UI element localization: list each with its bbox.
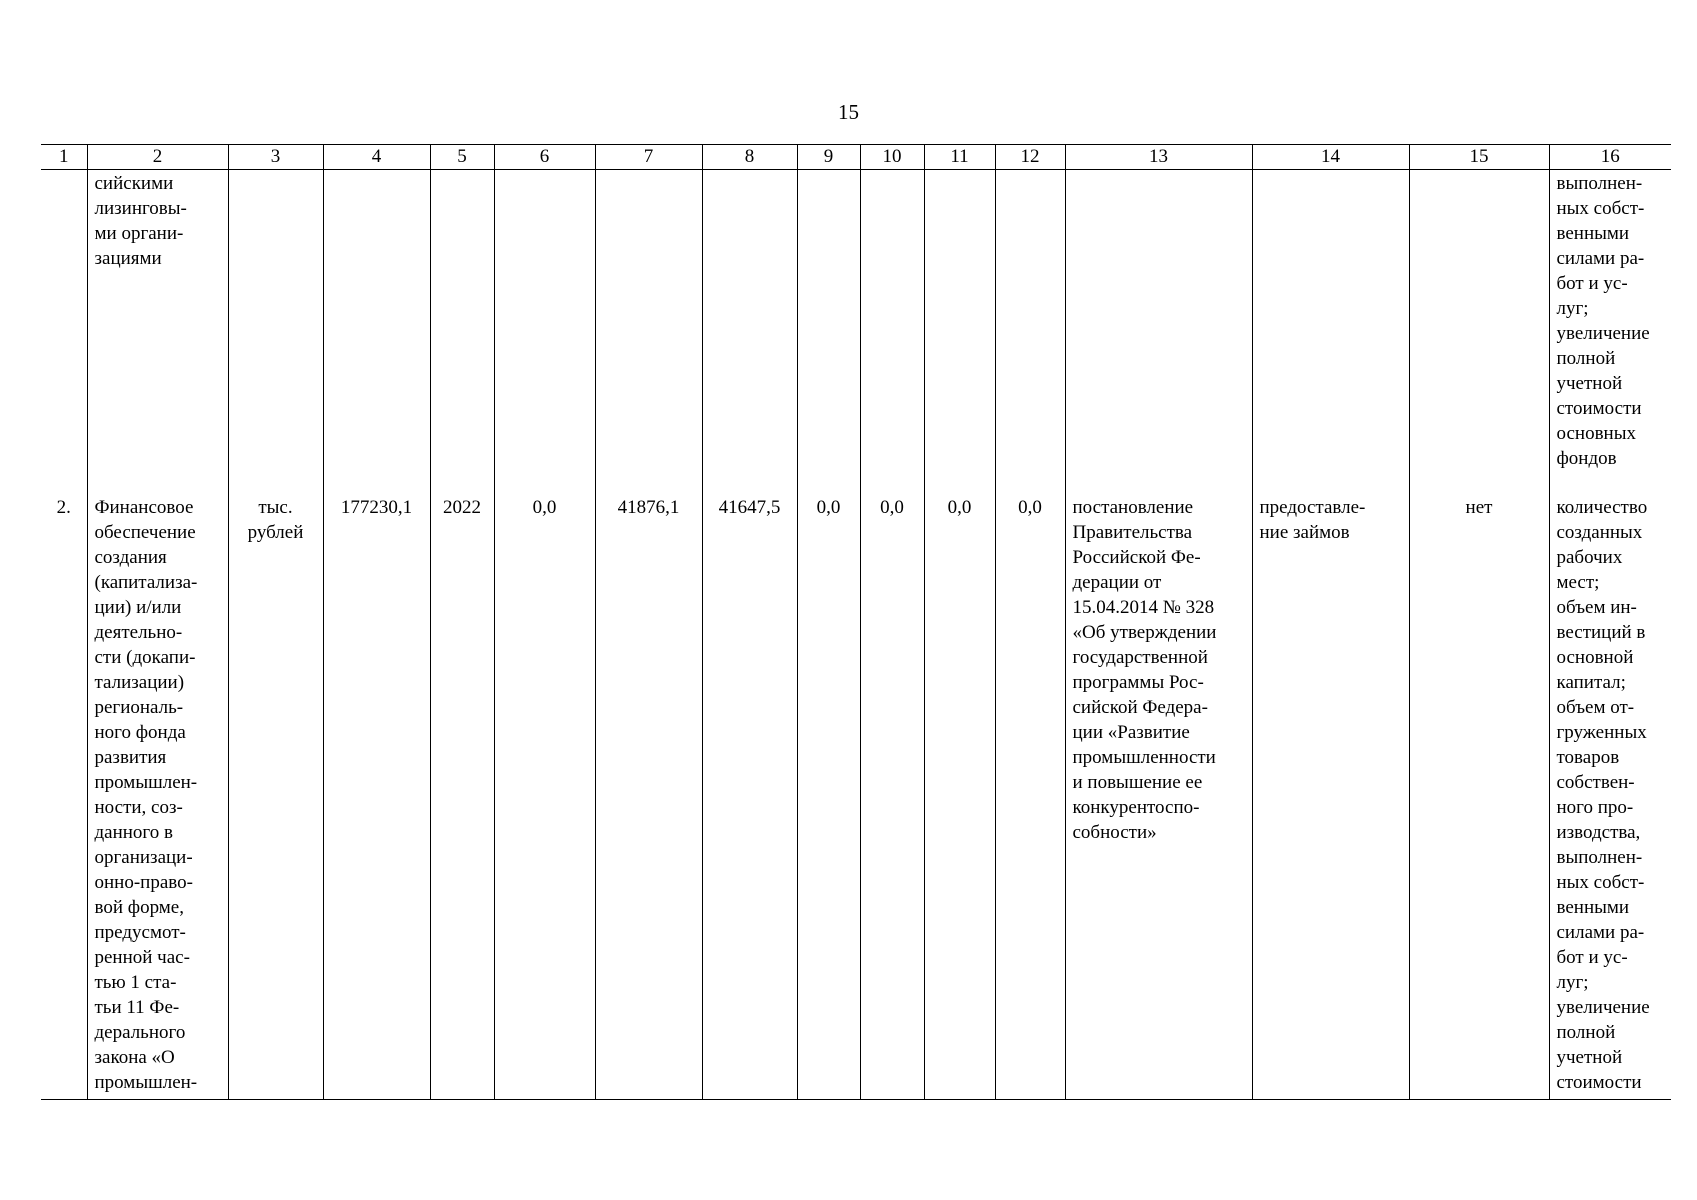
column-number: 9 (797, 145, 860, 170)
table-cell (1409, 170, 1549, 495)
total-value: 177230,1 (323, 494, 430, 1100)
table-cell: сийскими лизинговы- ми органи- зациями (87, 170, 228, 495)
table-cell (595, 170, 702, 495)
table-cell (995, 170, 1065, 495)
column-number: 10 (860, 145, 924, 170)
column-number: 11 (924, 145, 995, 170)
value-cell: 0,0 (924, 494, 995, 1100)
year: 2022 (430, 494, 494, 1100)
value-cell: 41647,5 (702, 494, 797, 1100)
table-cell (860, 170, 924, 495)
value-cell: 41876,1 (595, 494, 702, 1100)
column-number: 13 (1065, 145, 1252, 170)
table-cell (1252, 170, 1409, 495)
column-number: 6 (494, 145, 595, 170)
column-number: 8 (702, 145, 797, 170)
requirement: нет (1409, 494, 1549, 1100)
column-number: 14 (1252, 145, 1409, 170)
table-cell (702, 170, 797, 495)
column-number: 16 (1549, 145, 1671, 170)
table-cell (430, 170, 494, 495)
value-cell: 0,0 (494, 494, 595, 1100)
table-cell (228, 170, 323, 495)
value-cell: 0,0 (860, 494, 924, 1100)
column-number: 4 (323, 145, 430, 170)
value-cell: 0,0 (797, 494, 860, 1100)
column-number: 2 (87, 145, 228, 170)
column-number: 12 (995, 145, 1065, 170)
value-cell: 0,0 (995, 494, 1065, 1100)
table-row (41, 494, 1671, 1100)
event-name: Финансовое обеспечение создания (капитализа- ции) и/или деятельно- сти (докапи- тализации) региональ- ного фонда развития промышлен- ности, соз- данного в организаци- онно-право- вой форме, предусмот- ренной час- тью 1 ста- тьи 11 Фе- дерального закона «О промышлен- (87, 494, 228, 1100)
table-cell (323, 170, 430, 495)
page-number: 15 (838, 100, 859, 124)
table-cell (494, 170, 595, 495)
unit: тыс. рублей (228, 494, 323, 1100)
table-cell (41, 170, 87, 495)
table-row (41, 170, 1671, 495)
column-number: 5 (430, 145, 494, 170)
column-number: 7 (595, 145, 702, 170)
column-number: 15 (1409, 145, 1549, 170)
table-cell (797, 170, 860, 495)
table-cell (1065, 170, 1252, 495)
program-table (41, 144, 1671, 1100)
row-number: 2. (41, 494, 87, 1100)
table-cell: выполнен- ных собст- венными силами ра- бот и ус- луг; увеличение полной учетной стоимости основных фондов (1549, 170, 1671, 495)
column-number-row (41, 145, 1671, 170)
result-indicators: количество созданных рабочих мест; объем ин- вестиций в основной капитал; объем от- груженных товаров собствен- ного про- изводства, выполнен- ных собст- венными силами ра- бот и ус- луг; увеличение полной учетной стоимости (1549, 494, 1671, 1100)
column-number: 3 (228, 145, 323, 170)
support-form: предоставле- ние займов (1252, 494, 1409, 1100)
table-cell (924, 170, 995, 495)
column-number: 1 (41, 145, 87, 170)
legal-basis: постановление Правительства Российской Фе- дерации от 15.04.2014 № 328 «Об утверждении государственной программы Рос- сийской Федера- ции «Развитие промышленности и повышение ее конкурентоспо- собности» (1065, 494, 1252, 1100)
